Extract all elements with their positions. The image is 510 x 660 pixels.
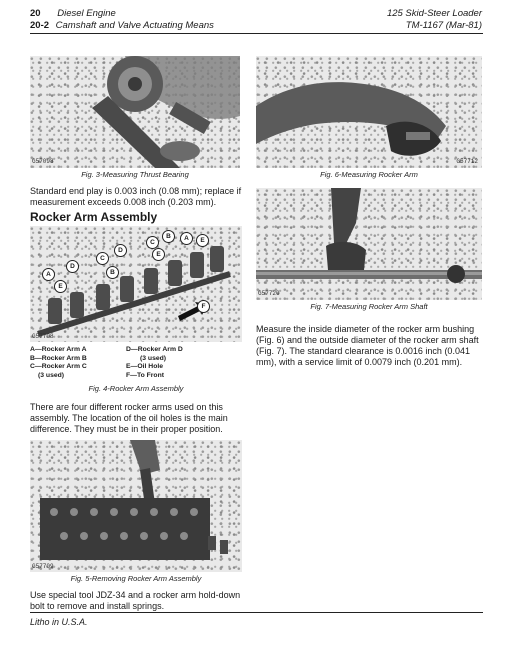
callout-c-top: C [146, 236, 159, 249]
legend-item-d-note: (3 used) [140, 354, 167, 362]
callout-b-top: B [162, 230, 175, 243]
figure-3-photo [30, 56, 240, 168]
callout-b: B [106, 266, 119, 279]
legend-item-d: D—Rocker Arm D [126, 346, 183, 353]
figure-3-code: G57098 [32, 158, 54, 165]
callout-c: C [96, 252, 109, 265]
product-name: 125 Skid-Steer Loader [386, 8, 482, 19]
callout-d-mid: D [114, 244, 127, 257]
measuring-shaft-illustration [256, 188, 482, 300]
figure-4-legend-left [30, 346, 87, 380]
header-rule [30, 33, 483, 34]
figure-7-caption: Fig. 7-Measuring Rocker Arm Shaft [310, 302, 428, 311]
callout-e-left: E [54, 280, 67, 293]
figure-7-code: G57720 [258, 290, 280, 297]
figure-4-caption: Fig. 4-Rocker Arm Assembly [88, 384, 184, 393]
figure-7-photo [256, 188, 482, 300]
figure-5-photo [30, 440, 242, 572]
figure-5-caption: Fig. 5-Removing Rocker Arm Assembly [70, 574, 202, 583]
thrust-bearing-illustration [30, 56, 240, 168]
legend-item-c: C—Rocker Arm C [30, 363, 87, 371]
header-right [387, 8, 482, 32]
figure-6-photo [256, 56, 482, 168]
measuring-rocker-arm-illustration [256, 56, 482, 168]
removing-assembly-illustration [30, 440, 242, 572]
legend-item-e: E—Oil Hole [126, 363, 164, 371]
legend-item-c-note: (3 used) [38, 371, 65, 379]
manual-date: (Mar-81) [445, 20, 482, 31]
callout-e-top: E [196, 234, 209, 247]
rocker-heading: Rocker Arm Assembly [30, 210, 158, 224]
special-tool-paragraph: Use special tool JDZ-34 and a rocker arm hold-down bolt to remove and install springs. [30, 590, 241, 611]
legend-item-a: A—Rocker Arm A [30, 346, 87, 353]
four-arms-paragraph: There are four different rocker arms used on this assembly. The location of the oil holes is the main difference. They must be in their proper position. [30, 402, 228, 434]
figure-5-code: G57709 [32, 563, 54, 570]
header-left [30, 8, 214, 32]
figure-4-legend-right [126, 346, 183, 380]
end-play-paragraph: Standard end play is 0.003 inch (0.08 mm); replace if measurement exceeds 0.008 inch (0.203 mm). [30, 186, 242, 207]
figure-6-caption: Fig. 6-Measuring Rocker Arm [320, 170, 418, 179]
figure-4-code: G57708 [32, 333, 54, 340]
litho-footer: Litho in U.S.A. [30, 617, 88, 627]
legend-item-b: B—Rocker Arm B [30, 354, 87, 362]
footer-rule [30, 612, 483, 613]
callout-a-top: A [180, 232, 193, 245]
figure-6-code: G57712 [456, 158, 478, 165]
legend-item-f: F—To Front [126, 371, 164, 379]
page-number: 20 [30, 8, 41, 19]
page-ref: 20-2 [30, 20, 50, 31]
measure-inside-paragraph: Measure the inside diameter of the rocker arm bushing (Fig. 6) and the outside diameter of the rocker arm shaft (Fig. 7). The standard clearance is 0.0016 inch (0.041 mm), with a service limit of 0.0079 inch (0.201 mm). [256, 324, 479, 367]
callout-f: F [197, 300, 210, 313]
manual-ref: TM-1167 [405, 20, 444, 31]
callout-a: A [42, 268, 55, 281]
figure-3-caption: Fig. 3-Measuring Thrust Bearing [81, 170, 189, 179]
callout-d-left: D [66, 260, 79, 273]
subsection-title: Camshaft and Valve Actuating Means [55, 20, 214, 31]
callout-e-mid: E [152, 248, 165, 261]
section-title: Diesel Engine [57, 8, 116, 19]
